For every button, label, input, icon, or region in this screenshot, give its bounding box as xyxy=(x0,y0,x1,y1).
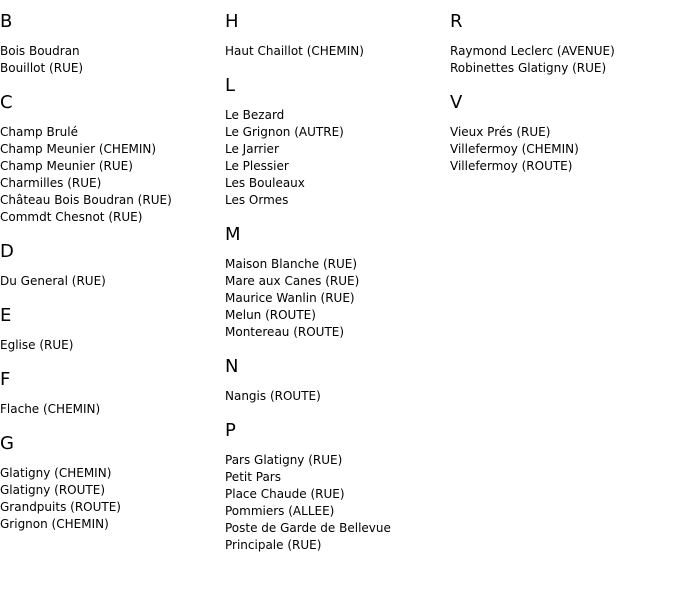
letter-group xyxy=(0,241,220,290)
street-link[interactable]: Robinettes Glatigny (RUE) xyxy=(450,61,607,75)
street-link[interactable]: Glatigny (ROUTE) xyxy=(0,483,106,497)
letter-group xyxy=(225,224,445,341)
street-link[interactable]: Nangis (ROUTE) xyxy=(225,389,321,403)
letter-group xyxy=(0,369,220,418)
street-list xyxy=(225,256,445,341)
street-list xyxy=(0,124,220,226)
street-link[interactable]: Petit Pars xyxy=(225,470,281,484)
street-link[interactable]: Bouillot (RUE) xyxy=(0,61,84,75)
street-list xyxy=(0,337,220,354)
street-list xyxy=(0,465,220,533)
letter-heading: R xyxy=(450,11,463,32)
street-link[interactable]: Le Bezard xyxy=(225,108,285,122)
letter-heading: M xyxy=(225,224,241,245)
letter-group xyxy=(0,433,220,533)
street-link[interactable]: Villefermoy (ROUTE) xyxy=(450,159,573,173)
street-link[interactable]: Le Plessier xyxy=(225,159,289,173)
letter-heading: H xyxy=(225,11,239,32)
street-link[interactable]: Le Grignon (AUTRE) xyxy=(225,125,344,139)
street-link[interactable]: Maurice Wanlin (RUE) xyxy=(225,291,355,305)
letter-group xyxy=(225,420,445,554)
street-link[interactable]: Raymond Leclerc (AVENUE) xyxy=(450,44,615,58)
street-link[interactable]: Charmilles (RUE) xyxy=(0,176,102,190)
letter-group xyxy=(225,356,445,405)
letter-heading: V xyxy=(450,92,463,113)
letter-group xyxy=(450,11,670,77)
street-list xyxy=(225,388,445,405)
street-link[interactable]: Grignon (CHEMIN) xyxy=(0,517,109,531)
letter-heading: E xyxy=(0,305,12,326)
street-list xyxy=(225,107,445,209)
letter-group xyxy=(0,11,220,77)
street-link[interactable]: Bois Boudran xyxy=(0,44,80,58)
letter-heading: L xyxy=(225,75,236,96)
street-link[interactable]: Place Chaude (RUE) xyxy=(225,487,345,501)
letter-heading: F xyxy=(0,369,11,390)
letter-group xyxy=(450,92,670,175)
letter-group xyxy=(0,92,220,226)
street-link[interactable]: Glatigny (CHEMIN) xyxy=(0,466,112,480)
letter-heading: B xyxy=(0,11,13,32)
letter-heading: G xyxy=(0,433,14,454)
street-list xyxy=(0,273,220,290)
street-list xyxy=(0,43,220,77)
street-link[interactable]: Haut Chaillot (CHEMIN) xyxy=(225,44,364,58)
street-column xyxy=(0,0,220,533)
street-link[interactable]: Pommiers (ALLEE) xyxy=(225,504,335,518)
letter-heading: D xyxy=(0,241,14,262)
street-link[interactable]: Mare aux Canes (RUE) xyxy=(225,274,360,288)
letter-group xyxy=(225,75,445,209)
street-link[interactable]: Vieux Prés (RUE) xyxy=(450,125,551,139)
letter-heading: C xyxy=(0,92,13,113)
street-list xyxy=(450,43,670,77)
street-link[interactable]: Les Ormes xyxy=(225,193,289,207)
street-link[interactable]: Pars Glatigny (RUE) xyxy=(225,453,343,467)
street-list xyxy=(225,43,445,60)
street-link[interactable]: Villefermoy (CHEMIN) xyxy=(450,142,579,156)
street-column xyxy=(225,0,445,554)
street-link[interactable]: Champ Meunier (RUE) xyxy=(0,159,133,173)
street-link[interactable]: Melun (ROUTE) xyxy=(225,308,316,322)
letter-group xyxy=(0,305,220,354)
street-link[interactable]: Château Bois Boudran (RUE) xyxy=(0,193,172,207)
street-list xyxy=(450,124,670,175)
street-link[interactable]: Principale (RUE) xyxy=(225,538,322,552)
street-link[interactable]: Le Jarrier xyxy=(225,142,279,156)
street-link[interactable]: Commdt Chesnot (RUE) xyxy=(0,210,143,224)
street-link[interactable]: Champ Brulé xyxy=(0,125,78,139)
street-link[interactable]: Eglise (RUE) xyxy=(0,338,74,352)
street-link[interactable]: Grandpuits (ROUTE) xyxy=(0,500,121,514)
letter-heading: N xyxy=(225,356,239,377)
street-link[interactable]: Flache (CHEMIN) xyxy=(0,402,101,416)
street-link[interactable]: Les Bouleaux xyxy=(225,176,305,190)
street-link[interactable]: Champ Meunier (CHEMIN) xyxy=(0,142,157,156)
letter-heading: P xyxy=(225,420,236,441)
street-list xyxy=(225,452,445,554)
street-column xyxy=(450,0,670,175)
letter-group xyxy=(225,11,445,60)
street-link[interactable]: Du General (RUE) xyxy=(0,274,106,288)
street-link[interactable]: Maison Blanche (RUE) xyxy=(225,257,358,271)
street-link[interactable]: Poste de Garde de Bellevue xyxy=(225,521,391,535)
street-list xyxy=(0,401,220,418)
street-link[interactable]: Montereau (ROUTE) xyxy=(225,325,345,339)
